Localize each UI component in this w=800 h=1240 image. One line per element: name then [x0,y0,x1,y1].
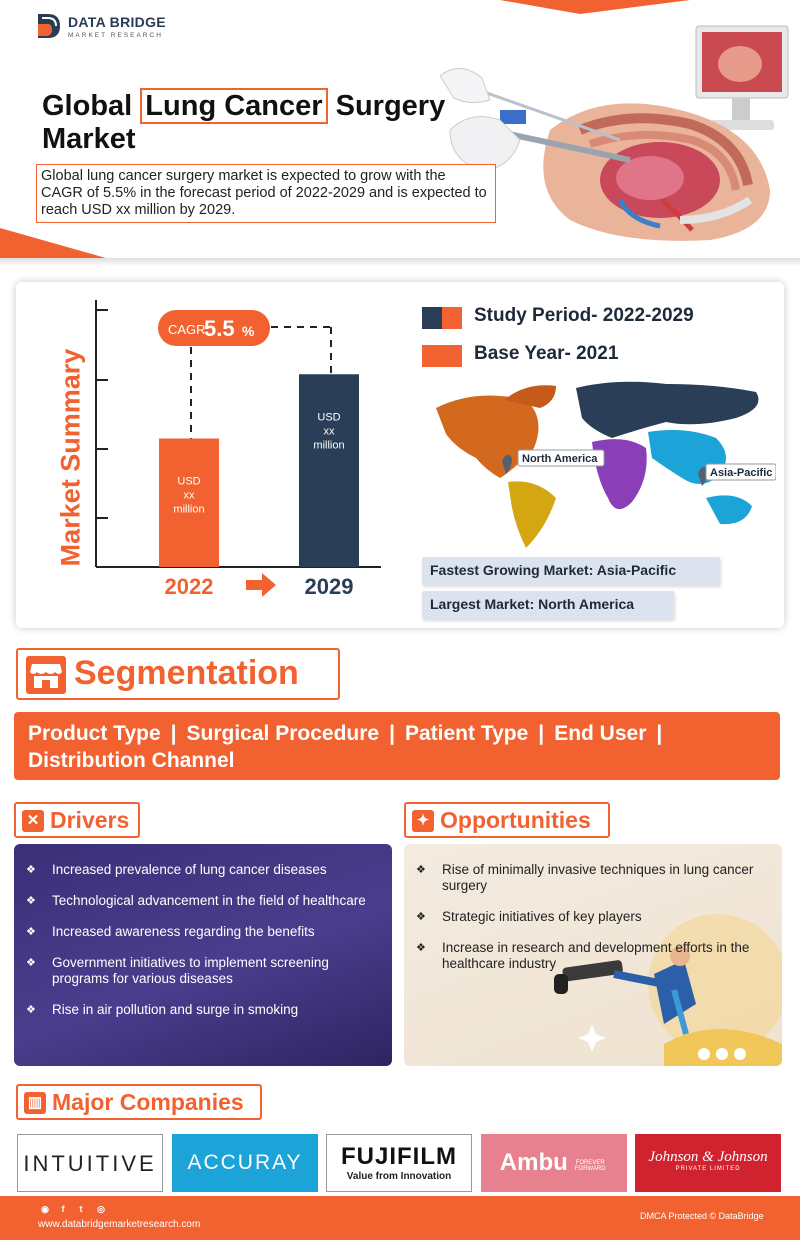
corner-decoration [500,0,690,14]
corner-decoration [0,228,120,262]
opportunities-panel [404,844,782,1066]
company-logo-johnson-johnson[interactable] [635,1134,781,1192]
segment-end-user[interactable]: End User [554,722,647,745]
segment-product-type[interactable]: Product Type [28,722,161,745]
footer-dmca: DMCA Protected © DataBridge [640,1211,764,1221]
arrow-right-icon [246,573,276,597]
fastest-growing-box: Fastest Growing Market: Asia-Pacific [422,557,720,585]
x-tick-label-2022: 2022 [164,574,214,599]
europe-russia-region [576,382,759,438]
legend-swatch [422,307,462,329]
market-summary-card [16,282,784,628]
drivers-heading [14,802,140,838]
company-name: Ambu [499,1149,568,1176]
map-label-north-america: North America [522,453,598,465]
segment-distribution-channel[interactable]: Distribution Channel [28,749,235,772]
footer-website-link[interactable]: www.databridgemarketresearch.com [38,1219,201,1230]
tools-icon: ✕ [22,810,44,832]
company-tagline: FOREVER FORWARD [574,1159,606,1172]
bar-label: xx [183,489,195,502]
cagr-prefix: CAGR [168,322,206,337]
brand-name: DATA BRIDGE [68,14,166,30]
driver-item: ❖ Increased awareness regarding the benefits [24,924,374,940]
base-year-text: Base Year- 2021 [474,343,619,364]
segmentation-title: Segmentation [74,654,299,692]
twitter-icon[interactable]: t [79,1204,83,1214]
store-icon [26,656,66,694]
opportunities-title: Opportunities [440,807,591,833]
map-label-asia-pacific: Asia-Pacific [710,467,773,479]
bar-2029 [299,374,359,567]
cagr-value: 5.5 [204,316,235,341]
legend-base-year [422,342,762,368]
title-part: Surgery Market [42,90,446,155]
segment-patient-type[interactable]: Patient Type [404,722,529,745]
company-logo-accuray[interactable] [172,1134,318,1192]
x-tick-label-2029: 2029 [304,574,354,599]
page-title [42,90,492,156]
instagram-icon[interactable]: ◎ [97,1204,105,1214]
study-period-text: Study Period- 2022-2029 [474,305,694,326]
legend-study-period [422,304,762,330]
legend-swatch [422,345,462,367]
australia-region [706,495,752,524]
building-icon: ▥ [24,1092,46,1114]
brand-logo[interactable] [34,10,174,44]
companies-title: Major Companies [52,1089,244,1115]
south-america-region [508,481,556,548]
company-tagline: PRIVATE LIMITED [675,1166,741,1172]
segment-separator: | [656,722,663,745]
opportunity-item: ❖ Rise of minimally invasive techniques in lung cancer surgery [414,862,764,894]
facebook-icon[interactable]: f [61,1204,65,1214]
bar-label: USD [177,475,201,488]
market-chart [76,292,406,602]
bar-label: million [313,439,345,452]
world-map [416,378,776,558]
driver-item: ❖ Rise in air pollution and surge in smoking [24,1002,374,1018]
bar-label: xx [323,425,335,438]
segment-separator: | [170,722,177,745]
segmentation-bar [14,712,780,780]
driver-item: ❖ Increased prevalence of lung cancer diseases [24,862,374,878]
driver-item: ❖ Government initiatives to implement screening programs for various diseases [24,955,374,987]
cagr-unit: % [242,323,255,339]
logo-mark-icon [34,10,64,42]
drivers-title: Drivers [50,807,130,833]
company-logo-ambu[interactable] [481,1134,627,1192]
footer [0,1196,800,1240]
segment-separator: | [389,722,395,745]
whatsapp-icon[interactable]: ◉ [41,1204,49,1214]
title-part: Global [42,90,141,122]
title-highlight: Lung Cancer [140,88,327,124]
driver-item: ❖ Technological advancement in the field of healthcare [24,893,374,909]
page-subtitle: Global lung cancer surgery market is expected to grow with the CAGR of 5.5% in the forecast period of 2022-2029 and is expected to reach USD xx million by 2029. [36,164,496,223]
market-summary-label: Market Summary [55,348,86,567]
bar-label: USD [317,411,341,424]
segment-separator: | [538,722,545,745]
company-name: ACCURAY [187,1151,303,1174]
company-logo-fujifilm[interactable] [326,1134,472,1192]
bar-label: million [173,503,205,516]
largest-market-box: Largest Market: North America [422,591,674,619]
company-name: Johnson & Johnson [648,1149,768,1165]
segmentation-heading [16,648,340,700]
opportunities-heading [404,802,610,838]
segment-surgical-procedure[interactable]: Surgical Procedure [186,722,380,745]
brand-tagline: MARKET RESEARCH [68,32,163,39]
opportunity-item: ❖ Strategic initiatives of key players [414,909,764,925]
drivers-panel [14,844,392,1066]
header-section [0,0,800,262]
opportunity-icon: ✦ [412,810,434,832]
opportunities-list [414,862,764,987]
opportunity-item: ❖ Increase in research and development efforts in the healthcare industry [414,940,764,972]
companies-heading [16,1084,262,1120]
company-tagline: Value from Innovation [346,1171,452,1182]
company-name: FUJIFILM [341,1143,457,1170]
drivers-list [24,862,374,1033]
company-name: INTUITIVE [23,1151,157,1176]
divider [0,258,800,266]
company-logo-intuitive[interactable] [17,1134,163,1192]
